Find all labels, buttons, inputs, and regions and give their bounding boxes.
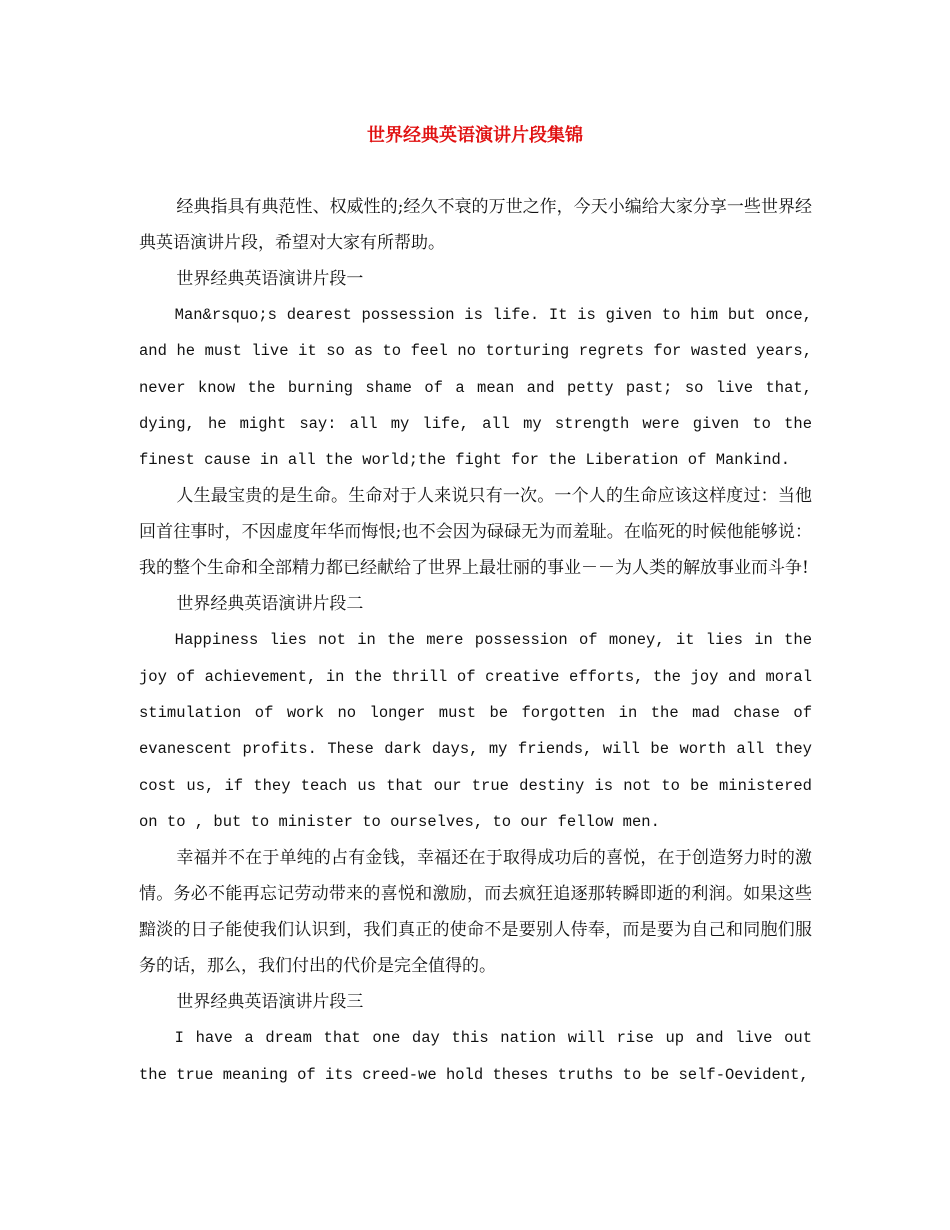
section-1-english-paragraph: Man&rsquo;s dearest possession is life. It is given to him but once, and he must live it so as to feel no torturing regrets for wasted years, never know the burning shame of a mean and petty past; so live that, dying, he might say: all my life, all my strength were given to the finest cause in all the world;the fight for the Liberation of Mankind. — [139, 306, 812, 470]
intro-paragraph: 经典指具有典范性、权威性的;经久不衰的万世之作，今天小编给大家分享一些世界经典英语演讲片段，希望对大家有所帮助。 — [139, 197, 812, 253]
section-3-english-paragraph: I have a dream that one day this nation will rise up and live out the true meaning of its creed-we hold theses truths to be self-Oevident, — [139, 1029, 812, 1084]
section-2-chinese-paragraph: 幸福并不在于单纯的占有金钱，幸福还在于取得成功后的喜悦，在于创造努力时的激情。务必不能再忘记劳动带来的喜悦和激励，而去疯狂追逐那转瞬即逝的利润。如果这些黯淡的日子能使我们认识到，我们真正的使命不是要别人侍奉，而是要为自己和同胞们服务的话，那么，我们付出的代价是完全值得的。 — [139, 848, 812, 977]
section-2-heading: 世界经典英语演讲片段二 — [176, 594, 364, 615]
section-3-heading: 世界经典英语演讲片段三 — [176, 992, 364, 1013]
section-1-heading: 世界经典英语演讲片段一 — [176, 269, 364, 289]
section-1-chinese-paragraph: 人生最宝贵的是生命。生命对于人来说只有一次。一个人的生命应该这样度过：当他回首往事时，不因虚度年华而悔恨;也不会因为碌碌无为而羞耻。在临死的时候他能够说：我的整个生命和全部精力都已经献给了世界上最壮丽的事业－－为人类的解放事业而斗争! — [139, 486, 812, 579]
section-2-english-paragraph: Happiness lies not in the mere possession of money, it lies in the joy of achievement, in the thrill of creative efforts, the joy and moral stimulation of work no longer must be forgotten in the mad chase of evanescent profits. These dark days, my friends, will be worth all they cost us, if they teach us that our true destiny is not to be ministered on to , but to minister to ourselves, to our fellow men. — [139, 631, 812, 831]
document-body — [139, 189, 812, 1093]
document-title: 世界经典英语演讲片段集锦 — [367, 125, 583, 146]
